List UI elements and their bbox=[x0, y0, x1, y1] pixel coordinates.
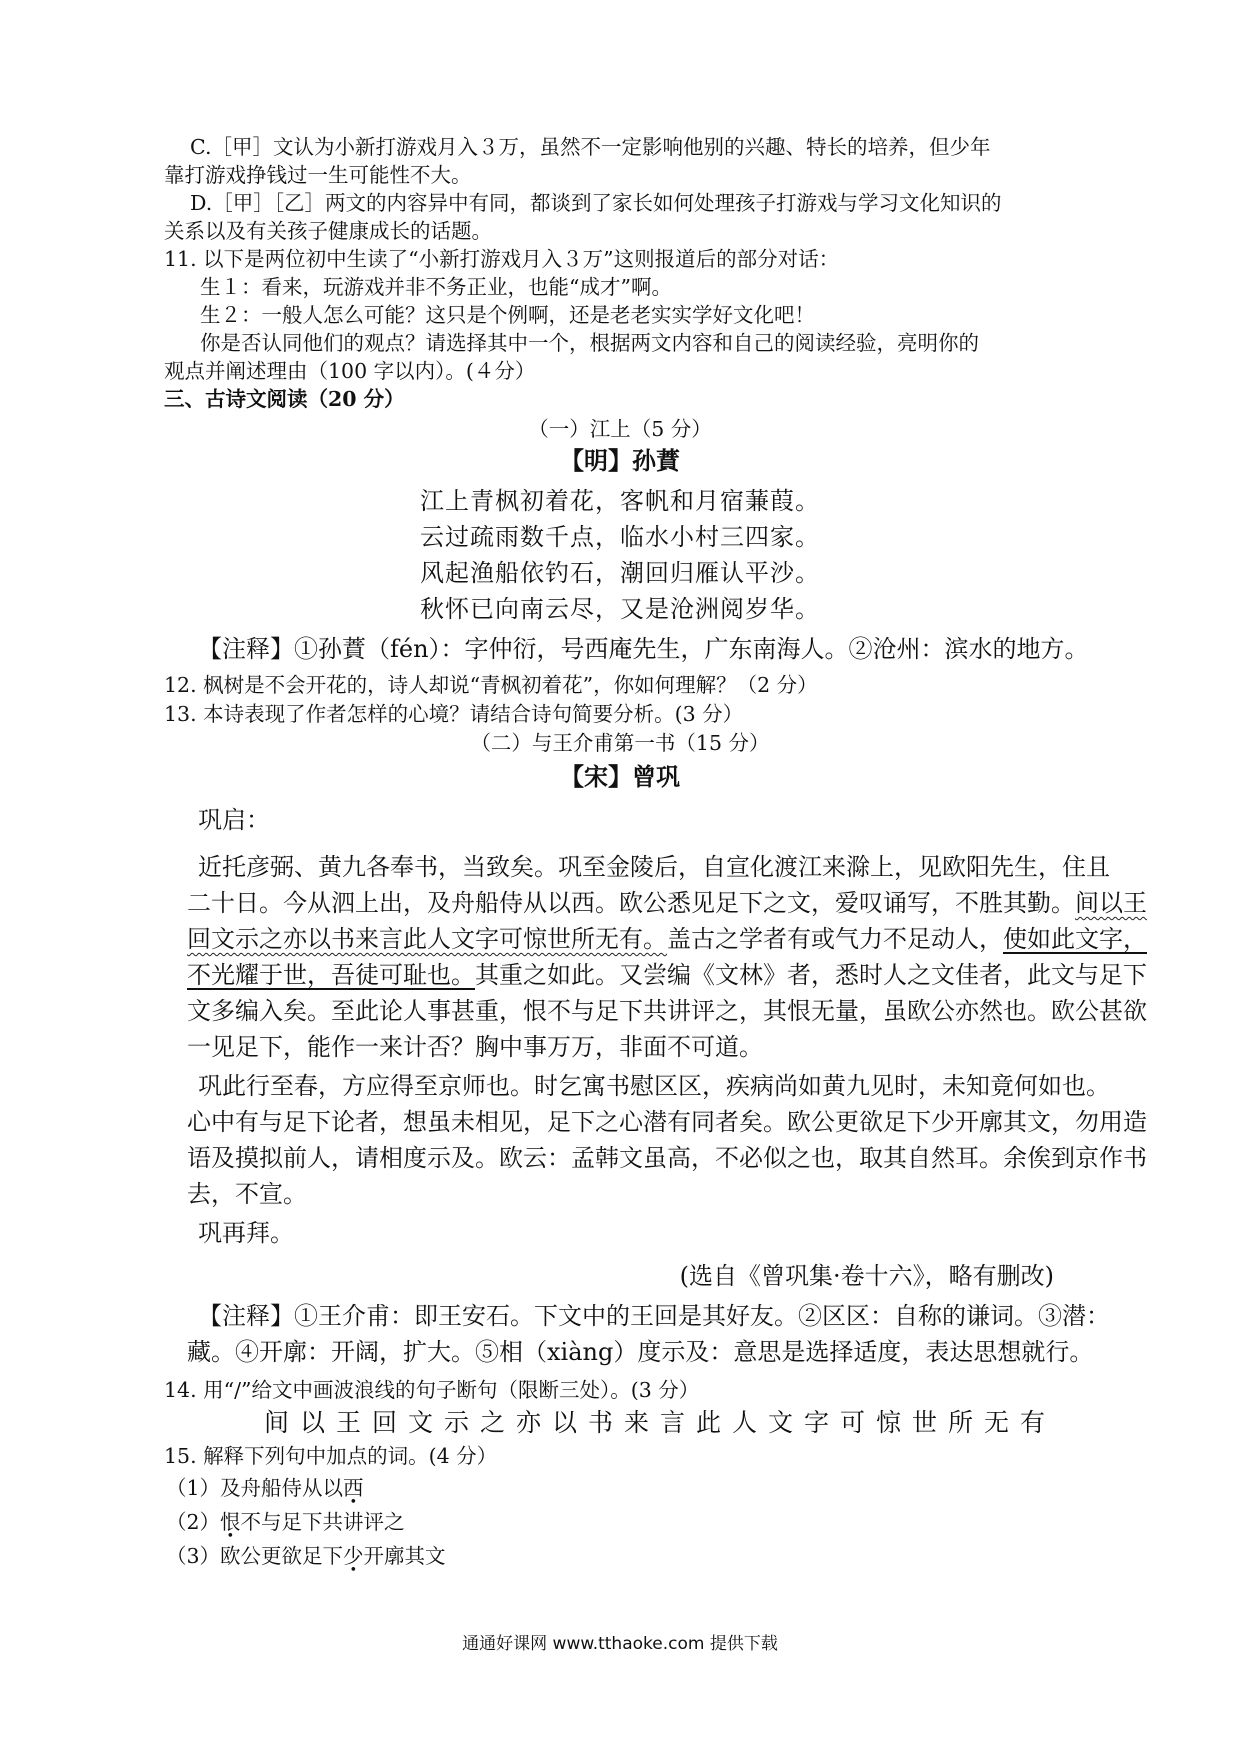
q15-item1-text: （1）及舟船侍从以 bbox=[166, 1476, 344, 1500]
letter-p1-line3-text: 盖古之学者有或气力不足动人， bbox=[667, 925, 1003, 953]
q11-prompt-line2: 观点并阐述理由（100 字以内）。(４分） bbox=[164, 359, 536, 383]
dotted-word-shao: 少 bbox=[343, 1544, 364, 1568]
letter-p1-line5: 文多编入矣。至此论人事甚重，恨不与足下共讲评之，其恨无量，虽欧公亦然也。欧公甚欲 bbox=[187, 997, 1147, 1025]
q15-item2-number: （2） bbox=[166, 1510, 221, 1534]
letter-greeting: 巩启： bbox=[198, 806, 270, 834]
letter-note-line2: 藏。④开廓：开阔，扩大。⑤相（xiàng）度示及：意思是选择适度，表达思想就行。 bbox=[187, 1338, 1094, 1366]
letter-p2-line4: 去，不宣。 bbox=[187, 1180, 307, 1208]
q15-item3-text: （3）欧公更欲足下 bbox=[166, 1544, 344, 1568]
q10-option-c-line2: 靠打游戏挣钱过一生可能性不大。 bbox=[164, 163, 472, 187]
letter-p1-line2-text: 二十日。今从泗上出，及舟船侍从以西。欧公悉见足下之文，爱叹诵写，不胜其勤。 bbox=[187, 889, 1075, 917]
letter-p1-line6: 一见足下，能作一来计否？胸中事万万，非面不可道。 bbox=[187, 1033, 763, 1061]
q15: 15. 解释下列句中加点的词。(4 分） bbox=[164, 1444, 498, 1468]
q14: 14. 用“/”给文中画波浪线的句子断句（限断三处）。(3 分） bbox=[164, 1378, 700, 1402]
wavy-underlined-sentence-start: 间以王 bbox=[1075, 889, 1147, 917]
dotted-word-xi: 西 bbox=[343, 1476, 364, 1500]
q14-sentence: 间以王回文示之亦以书来言此人文字可惊世所无有 bbox=[264, 1408, 1057, 1437]
letter-p1-line1: 近托彦弼、黄九各奉书，当致矣。巩至金陵后，自宣化渡江来滁上，见欧阳先生，住且 bbox=[198, 853, 1110, 881]
letter-p1-line4-text: 其重之如此。又尝编《文林》者，悉时人之文佳者，此文与足下 bbox=[475, 961, 1147, 989]
q15-item2 bbox=[166, 1510, 405, 1535]
letter-source: (选自《曾巩集·卷十六》，略有删改) bbox=[679, 1262, 1054, 1290]
q11-student2: 生２：一般人怎么可能？这只是个例啊，还是老老实实学好文化吧！ bbox=[200, 303, 815, 327]
letter-p1-line2 bbox=[187, 889, 1147, 918]
q10-option-d-line1: D.［甲］［乙］两文的内容异中有同，都谈到了家长如何处理孩子打游戏与学习文化知识的 bbox=[190, 191, 1002, 215]
section3-heading: 三、古诗文阅读（20 分） bbox=[164, 387, 405, 411]
poem-line-2: 云过疏雨数千点，临水小村三四家。 bbox=[420, 523, 820, 551]
q15-item3-rest: 开廓其文 bbox=[363, 1544, 446, 1568]
letter-p2-line2: 心中有与足下论者，想虽未相见，足下之心潜有同者矣。欧公更欲足下少开廓其文，勿用造 bbox=[187, 1108, 1147, 1136]
q15-item1 bbox=[166, 1476, 364, 1501]
q12: 12. 枫树是不会开花的，诗人却说“青枫初着花”，你如何理解？（2 分） bbox=[164, 673, 818, 697]
letter-note-line1: 【注释】①王介甫：即王安石。下文中的王回是其好友。②区区：自称的谦词。③潜： bbox=[198, 1302, 1110, 1330]
letter-title: （二）与王介甫第一书（15 分） bbox=[470, 731, 770, 755]
wavy-underlined-sentence-end: 回文示之亦以书来言此人文字可惊世所无有。 bbox=[187, 925, 667, 953]
letter-p1-line3 bbox=[187, 925, 1147, 954]
letter-closing: 巩再拜。 bbox=[198, 1219, 294, 1247]
poem-line-1: 江上青枫初着花，客帆和月宿蒹葭。 bbox=[420, 487, 820, 515]
letter-p2-line1: 巩此行至春，方应得至京师也。时乞寓书慰区区，疾病尚如黄九见时，未知竟何如也。 bbox=[198, 1072, 1110, 1100]
q10-option-c-line1: C.［甲］文认为小新打游戏月入３万，虽然不一定影响他别的兴趣、特长的培养，但少年 bbox=[190, 135, 991, 159]
q11-stem: 11. 以下是两位初中生读了“小新打游戏月入３万”这则报道后的部分对话： bbox=[164, 247, 840, 271]
letter-p1-line4 bbox=[187, 961, 1147, 990]
q10-option-d-line2: 关系以及有关孩子健康成长的话题。 bbox=[164, 219, 492, 243]
q13: 13. 本诗表现了作者怎样的心境？请结合诗句简要分析。(3 分） bbox=[164, 702, 744, 726]
letter-p2-line3: 语及摸拟前人，请相度示及。欧云：孟韩文虽高，不必似之也，取其自然耳。余俟到京作书 bbox=[187, 1144, 1147, 1172]
poem-line-4: 秋怀已向南云尽，又是沧洲阅岁华。 bbox=[420, 595, 820, 623]
poem-note: 【注释】①孙蕡（fén）：字仲衍，号西庵先生，广东南海人。②沧州：滨水的地方。 bbox=[198, 635, 1089, 663]
page-footer: 通通好课网 www.tthaoke.com 提供下载 bbox=[462, 1634, 778, 1654]
q11-student1: 生１：看来，玩游戏并非不务正业，也能“成才”啊。 bbox=[200, 275, 672, 299]
letter-author: 【宋】曾巩 bbox=[560, 762, 680, 791]
q15-item3 bbox=[166, 1544, 446, 1569]
q11-prompt-line1: 你是否认同他们的观点？请选择其中一个，根据两文内容和自己的阅读经验，亮明你的 bbox=[200, 331, 979, 355]
poem-line-3: 风起渔船依钓石，潮回归雁认平沙。 bbox=[420, 559, 820, 587]
poem-author: 【明】孙蕡 bbox=[560, 446, 680, 475]
poem-title: （一）江上（5 分） bbox=[528, 417, 712, 441]
q15-item2-text: 不与足下共讲评之 bbox=[240, 1510, 405, 1534]
underlined-sentence-end: 不光耀于世，吾徒可耻也。 bbox=[187, 961, 475, 989]
dotted-word-hen: 恨 bbox=[220, 1510, 241, 1534]
underlined-sentence-start: 使如此文字， bbox=[1003, 925, 1147, 953]
